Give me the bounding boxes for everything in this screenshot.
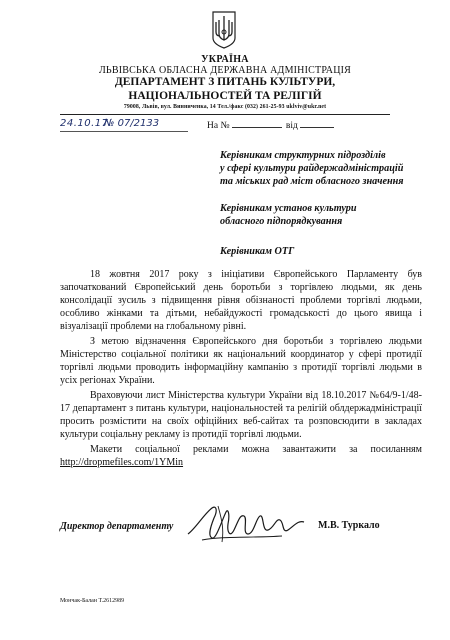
administration-name: ЛЬВІВСЬКА ОБЛАСНА ДЕРЖАВНА АДМІНІСТРАЦІЯ bbox=[98, 65, 352, 76]
addressee-block-2 bbox=[220, 203, 420, 229]
handwritten-signature bbox=[182, 500, 310, 546]
body-paragraph-1: 18 жовтня 2017 року з ініціативи Європейського Парламенту був започаткований Європейський день боротьби з торгівлею людьми, як день консолідації зусиль з підвищення рівня обізнаності проблеми торгівлі людьми, особливо жінками та дітьми, небайдужості громадськості до цього явища і візуалізації проблеми на глобальному рівні. bbox=[60, 269, 422, 332]
department-address: 79008, Львів, вул. Винниченка, 14 Тел./факс (032) 261-25-93 uklviv@ukr.net bbox=[123, 104, 327, 110]
body-paragraph-2: З метою відзначення Європейського дня боротьби з торгівлею людьми Міністерство соціальної політики як національний координатор у сфері протидії торгівлі людьми проводить інформаційну кампанію з протидії торгівлі людьми в усіх регіонах України. bbox=[60, 336, 422, 386]
reply-to-label: На № bbox=[207, 121, 230, 131]
header-divider bbox=[60, 114, 390, 115]
addressee-line: у сфері культури райдержадміністрацій bbox=[220, 162, 404, 174]
reply-date-label: від bbox=[285, 121, 298, 131]
addressee-line: Керівникам структурних підрозділів bbox=[220, 150, 386, 161]
addressee-block-1 bbox=[220, 150, 420, 188]
reply-reference bbox=[207, 121, 336, 131]
outgoing-registration bbox=[60, 118, 200, 136]
department-name-line1: ДЕПАРТАМЕНТ З ПИТАНЬ КУЛЬТУРИ, bbox=[114, 76, 336, 88]
download-link[interactable]: http://dropmefiles.com/1YMin bbox=[60, 457, 184, 468]
trident-emblem-icon bbox=[211, 10, 237, 50]
reply-date-blank bbox=[300, 127, 334, 128]
signer-name: М.В. Туркало bbox=[318, 520, 380, 531]
addressee-line: обласного підпорядкування bbox=[220, 215, 343, 227]
country-name: УКРАЇНА bbox=[201, 54, 249, 65]
addressee-line: та міських рад міст обласного значення bbox=[220, 175, 404, 187]
letter-body bbox=[60, 268, 422, 471]
executor-note: Мончак-Балан Т.2612989 bbox=[60, 598, 125, 604]
body-paragraph-4 bbox=[60, 443, 422, 469]
outgoing-date: 24.10.17 bbox=[60, 118, 109, 129]
outgoing-number: № 07/2133 bbox=[104, 118, 160, 129]
download-instruction: Макети соціальної реклами можна завантажити за посиланням bbox=[90, 444, 422, 455]
addressee-block-3: Керівникам ОТГ bbox=[220, 246, 295, 257]
signer-title: Директор департаменту bbox=[60, 521, 174, 532]
department-name-line2: НАЦІОНАЛЬНОСТЕЙ ТА РЕЛІГІЙ bbox=[128, 90, 322, 102]
registration-underline bbox=[60, 131, 188, 132]
reply-number-blank bbox=[232, 127, 282, 128]
addressee-line: Керівникам установ культури bbox=[220, 203, 357, 214]
body-paragraph-3: Враховуючи лист Міністерства культури України від 18.10.2017 №64/9-1/48-17 департамент з питань культури, національностей та релігій облдержадміністрації просить розмістити на своїх офіційних веб-сайтах та розповсюдити в закладах культури соціальну рекламу із протидії торгівлі людьми. bbox=[60, 390, 422, 440]
